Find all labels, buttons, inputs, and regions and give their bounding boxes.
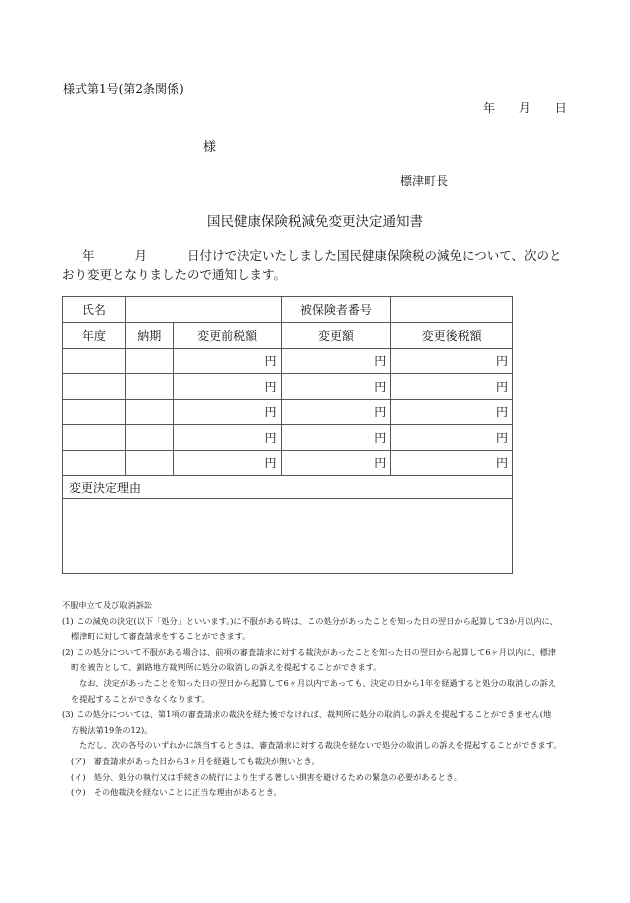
note-3b: 方税法第19条の12)。: [71, 724, 153, 735]
date-day: 日: [554, 101, 567, 115]
col-change-amount: 変更額: [281, 323, 391, 349]
table-row: [63, 425, 513, 451]
intro-year: 年: [82, 248, 95, 263]
note-item-a: (ア) 審査請求があった日から3ヶ月を経過しても裁決が無いとき。: [71, 755, 320, 766]
note-3c: ただし、次の各号のいずれかに該当するときは、審査請求に対する裁決を経ないで処分の取消しの訴えを提起することができます。: [79, 740, 562, 751]
table-row: [63, 399, 513, 425]
addressee-suffix: 様: [203, 140, 217, 155]
issuer-name: 標津町長: [400, 174, 449, 188]
yen-unit: 円: [173, 450, 281, 476]
note-2d: を提起することができなくなります。: [71, 693, 210, 704]
name-row: [63, 297, 513, 323]
intro-text: 日付けで決定いたしました国民健康保険税の減免について、次のとおり変更となりましたので通知します。: [62, 248, 562, 282]
note-2b: 町を被告として、釧路地方裁判所に処分の取消しの訴えを提起することができます。: [71, 662, 382, 673]
form-number: 様式第1号(第2条関係): [63, 82, 184, 96]
yen-unit: 円: [281, 348, 391, 374]
yen-unit: 円: [281, 374, 391, 400]
col-before-tax: 変更前税額: [173, 323, 281, 349]
name-value: [125, 297, 281, 323]
yen-unit: 円: [281, 425, 391, 451]
note-item-u: (ウ) その他裁決を経ないことに正当な理由があるとき。: [71, 787, 282, 798]
insured-number-label: 被保険者番号: [281, 297, 391, 323]
note-3a: (3) この処分については、第1項の審査請求の裁決を経た後でなければ、裁判所に処分の取消しの訴えを提起することができません(地: [62, 709, 552, 720]
note-1a: (1) この減免の決定(以下「処分」といいます。)に不服がある時は、この処分があったことを知った日の翌日から起算して3か月以内に、: [62, 615, 558, 626]
yen-unit: 円: [281, 450, 391, 476]
reason-header-row: [63, 476, 513, 499]
yen-unit: 円: [391, 399, 513, 425]
table-row: [63, 348, 513, 374]
yen-unit: 円: [173, 425, 281, 451]
yen-unit: 円: [391, 374, 513, 400]
name-label: 氏名: [63, 297, 126, 323]
reason-body-row: [63, 499, 513, 574]
reason-label: 変更決定理由: [63, 476, 513, 499]
intro-month: 月: [134, 248, 148, 263]
document-title: 国民健康保険税減免変更決定通知書: [207, 214, 423, 230]
table-row: [63, 450, 513, 476]
yen-unit: 円: [173, 374, 281, 400]
reduction-change-table: [62, 296, 513, 574]
note-2a: (2) この処分について不服がある場合は、前項の審査請求に対する裁決があったことを知った日の翌日から起算して6ヶ月以内に、標津: [62, 646, 557, 657]
notes-heading: 不服申立て及び取消訴訟: [62, 600, 153, 610]
yen-unit: 円: [391, 450, 513, 476]
table-row: [63, 374, 513, 400]
note-1b: 標津町に対して審査請求をすることができます。: [71, 631, 251, 642]
reason-value: [63, 499, 513, 574]
column-header-row: [63, 323, 513, 349]
yen-unit: 円: [173, 399, 281, 425]
issue-date: [483, 99, 567, 116]
note-2c: なお、決定があったことを知った日の翌日から起算して6ヶ月以内であっても、決定の日から1年を経過すると処分の取消しの訴え: [79, 677, 556, 688]
insured-number-value: [391, 297, 513, 323]
appeal-notes: [62, 598, 582, 801]
col-after-tax: 変更後税額: [391, 323, 513, 349]
date-year: 年: [483, 101, 496, 115]
col-fiscal-year: 年度: [63, 323, 126, 349]
col-due-period: 納期: [125, 323, 173, 349]
note-item-i: (イ) 処分、処分の執行又は手続きの続行により生ずる著しい損害を避けるための緊急の必要があるとき。: [71, 771, 462, 782]
yen-unit: 円: [391, 425, 513, 451]
yen-unit: 円: [391, 348, 513, 374]
yen-unit: 円: [173, 348, 281, 374]
intro-paragraph: [62, 246, 572, 284]
yen-unit: 円: [281, 399, 391, 425]
date-month: 月: [518, 101, 531, 115]
